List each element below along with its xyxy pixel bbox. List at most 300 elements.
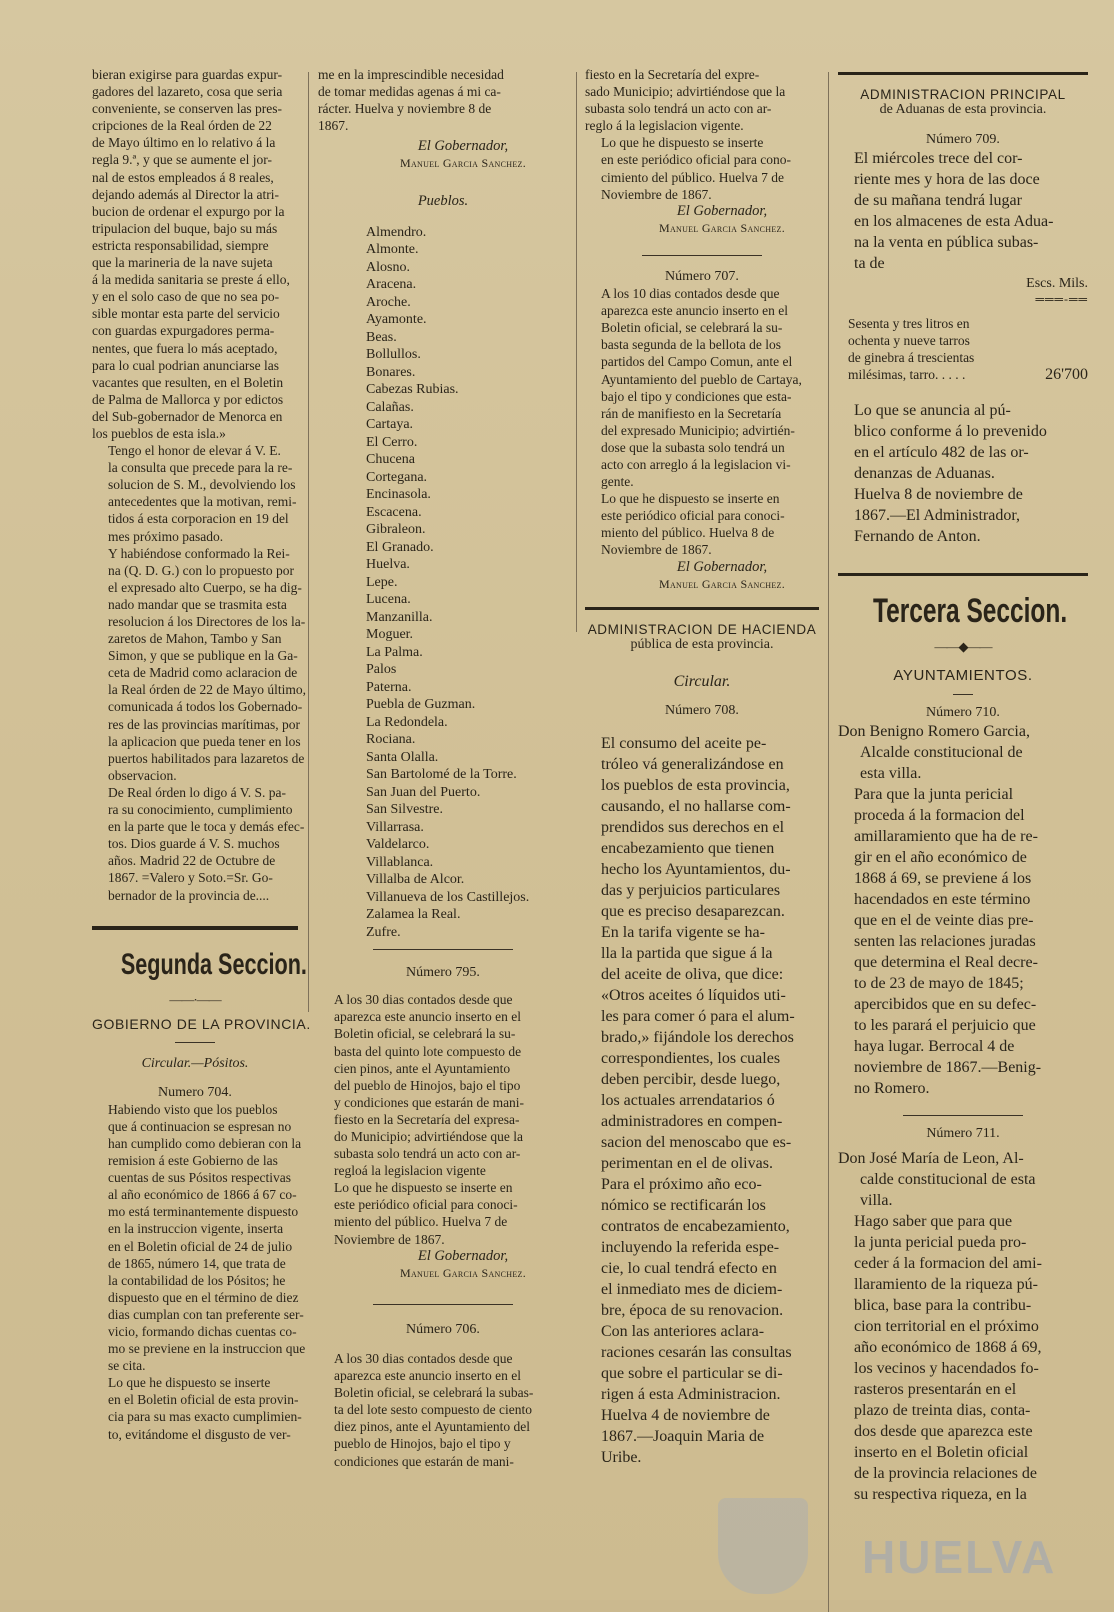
text-line: to les parará el perjuicio que — [854, 1017, 1036, 1035]
text-line: años. Madrid 22 de Octubre de — [108, 853, 276, 869]
text-line: bucion de ordenar el expurgo por la — [92, 203, 285, 219]
text-line: de Palma de Mallorca y por edictos — [92, 391, 284, 407]
text-line: pueblo de Hinojos, bajo el tipo y — [334, 1436, 511, 1452]
circular-title: Circular.—Pósitos. — [141, 1055, 249, 1071]
column-1 — [92, 66, 311, 1443]
text-line: 1867.—El Administrador, — [854, 507, 1021, 525]
text-line: han cumplido como debieran con la — [108, 1135, 302, 1151]
text-line: partidos del Campo Comun, ante el — [601, 354, 793, 370]
signature-name: Manuel Garcia Sanchez. — [399, 1265, 527, 1280]
column-divider — [308, 72, 309, 1012]
text-line: resolucion á los Directores de los la- — [108, 614, 306, 629]
text-line: res de las provincias marítimas, por — [108, 716, 300, 732]
text-line: mo está terminantemente dispuesto — [108, 1204, 299, 1220]
text-line: El miércoles trece del cor- — [854, 150, 1023, 167]
text-line: rácter. Huelva y noviembre 8 de — [318, 101, 492, 117]
text-line: Para el próximo año eco- — [601, 1175, 762, 1193]
text-line: Sesenta y tres litros en — [848, 316, 970, 331]
text-line: que á continuacion se espresan no — [108, 1118, 292, 1134]
text-line: Zalamea la Real. — [366, 907, 461, 923]
text-line: que determina el Real decre- — [854, 954, 1038, 972]
section-rule — [838, 72, 1088, 75]
ornament: ——·—— — [169, 991, 221, 1007]
text-line: inserto en el Boletin oficial — [854, 1444, 1029, 1462]
paragraph — [318, 1179, 568, 1247]
text-line: basta segunda de la bellota de los — [601, 337, 781, 353]
text-line: 1867. =Valero y Soto.=Sr. Go- — [108, 870, 273, 886]
text-line: Santa Olalla. — [366, 749, 439, 765]
text-line: brado,» fijándole los derechos — [601, 1028, 794, 1046]
section-heading: ADMINISTRACION DE HACIENDA — [587, 621, 817, 637]
text-line: en la instruccion vigente, inserta — [108, 1221, 284, 1237]
text-line: ceta de Madrid como aclaracion de — [108, 665, 298, 681]
paragraph — [92, 1101, 306, 1375]
notice-number: Número 711. — [926, 1126, 1000, 1142]
text-line: raciones cesarán las consultas — [601, 1343, 792, 1361]
text-line: año económico de 1868 á 69, — [854, 1339, 1042, 1357]
text-line: dispuesto que en el término de diez — [108, 1289, 299, 1305]
text-line: dos desde que aparezca este — [854, 1423, 1033, 1441]
text-line: bieran exigirse para guardas expur- — [92, 67, 283, 82]
text-line: se cita. — [108, 1358, 146, 1374]
text-line: cien pinos, ante el Ayuntamiento — [334, 1060, 511, 1076]
text-line: A los 30 dias contados desde que — [334, 992, 513, 1008]
text-line: en el Boletin oficial de esta provin- — [108, 1392, 299, 1408]
text-line: Villarrasa. — [366, 819, 424, 835]
text-line: Almendro. — [366, 224, 427, 240]
text-line: Noviembre de 1867. — [334, 1231, 445, 1247]
text-line: Encinasola. — [366, 487, 431, 503]
text-line: lla la partida que sigue á la — [601, 944, 773, 962]
text-line: Cortegana. — [366, 469, 428, 485]
text-line: este periódico oficial para conoci- — [334, 1197, 518, 1213]
units-header: Escs. Mils. — [1026, 276, 1088, 291]
text-line: Aroche. — [366, 294, 411, 310]
text-line: antecedentes que la motivan, remi- — [108, 494, 297, 510]
text-line: Cabezas Rubias. — [366, 382, 459, 398]
text-line: aparezca este anuncio inserto en el — [601, 303, 789, 319]
text-line: senten las relaciones juradas — [854, 933, 1036, 951]
paragraph — [585, 1405, 819, 1468]
text-line: apercibidos que en su defec- — [854, 996, 1037, 1014]
item-description-end: milésimas, tarro. . . . . — [848, 367, 966, 383]
pueblos-list — [318, 224, 568, 942]
text-line: vicio, formando dichas cuentas co- — [108, 1324, 297, 1339]
text-line: mes próximo pasado. — [108, 528, 224, 544]
paragraph — [92, 784, 305, 904]
text-line: Para que la junta pericial — [854, 786, 1014, 804]
text-line: Alosno. — [366, 259, 410, 275]
text-line: que en el de veinte dias pre- — [854, 912, 1034, 930]
paragraph — [318, 1350, 568, 1470]
text-line: «Otros aceites ó líquidos uti- — [601, 986, 786, 1004]
text-line: Bollullos. — [366, 347, 421, 363]
text-line: Noviembre de 1867. — [601, 542, 712, 558]
text-line: dias cumplan con tan preferente ser- — [108, 1306, 304, 1322]
text-line: regla 9.ª, y que se aumente el jor- — [92, 152, 273, 168]
text-line: que sobre el particular se di- — [601, 1364, 783, 1382]
watermark: HUELVA — [862, 1531, 1057, 1583]
text-line: aparezca este anuncio inserto en el — [334, 1009, 522, 1025]
text-line: del pueblo de Hinojos, bajo el tipo — [334, 1077, 521, 1093]
text-line: sacion del menoscabo que es- — [601, 1133, 792, 1151]
text-line: en la parte que le toca y demás efec- — [108, 819, 305, 835]
text-line: el inmediato mes de diciem- — [601, 1280, 783, 1298]
text-line: bre, época de su renovacion. — [601, 1301, 784, 1319]
text-line: reglo á la legislacion vigente. — [585, 118, 744, 134]
text-line: al año económico de 1866 á 67 co- — [108, 1187, 297, 1203]
text-line: proceda á la formacion del — [854, 807, 1025, 825]
circular-title: Circular. — [673, 672, 731, 690]
text-line: vacantes que resulten, en el Boletin — [92, 374, 284, 390]
text-line: de la provincia relaciones de — [854, 1465, 1038, 1483]
text-line: na (Q. D. G.) con lo propuesto por — [108, 562, 294, 578]
paragraph — [92, 1374, 302, 1442]
text-line: con guardas expurgadores perma- — [92, 323, 275, 339]
text-line: Villablanca. — [366, 854, 434, 870]
text-line: A los 30 dias contados desde que — [334, 1350, 513, 1366]
section-heading: AYUNTAMIENTOS. — [893, 667, 1033, 685]
text-line: basta del quinto lote compuesto de — [334, 1043, 522, 1059]
text-line: su respectiva riqueza, en la — [854, 1486, 1027, 1504]
text-line: nómico se rectificarán los — [601, 1196, 766, 1214]
signature-name: Manuel Garcia Sanchez. — [658, 576, 786, 591]
text-line: El consumo del aceite pe- — [601, 734, 767, 752]
text-line: de Mayo último en lo relativo á la — [92, 135, 276, 151]
text-line: nado mandar que se trasmita esta — [108, 596, 287, 612]
rule — [373, 1304, 513, 1305]
paragraph — [585, 733, 819, 922]
text-line: y en el solo caso de que no sea po- — [92, 289, 280, 305]
text-line: miento del público. Huelva 8 de — [601, 525, 775, 541]
text-line: Lo que he dispuesto se inserte — [601, 135, 764, 151]
text-line: de 1865, número 14, que trata de — [108, 1255, 286, 1271]
text-line: cuentas de sus Pósitos respectivas — [108, 1170, 291, 1186]
text-line: De Real órden lo digo á V. S. pa- — [108, 784, 286, 800]
text-line: este periódico oficial para conoci- — [601, 508, 785, 524]
rule — [373, 949, 513, 950]
text-line: para lo cual podrian anunciarse las — [92, 357, 280, 373]
text-line: la aplicacion que pueda tener en los — [108, 733, 301, 749]
ornament: ——◆—— — [934, 639, 992, 655]
text-line: del expresado Municipio; advirtién- — [601, 422, 795, 438]
text-line: rasteros presentarán en el — [854, 1381, 1017, 1399]
text-line: Villanueva de los Castillejos. — [366, 889, 530, 905]
text-line: administradores en compen- — [601, 1112, 783, 1130]
text-line: 1867. — [318, 118, 349, 134]
text-line: de tomar medidas agenas á mi ca- — [318, 84, 501, 100]
text-line: en el Boletin oficial de 24 de julio — [108, 1238, 293, 1254]
text-line: observacion. — [108, 767, 177, 783]
section-heading: ADMINISTRACION PRINCIPAL — [860, 87, 1066, 102]
text-line: comunicada á todos los Gobernado- — [108, 699, 303, 715]
text-line: tos. Dios guarde á V. S. muchos — [108, 836, 280, 852]
rule — [903, 1115, 1023, 1116]
text-line: condiciones que estarán de mani- — [334, 1453, 514, 1469]
text-line: y condiciones que estarán de mani- — [334, 1094, 525, 1110]
text-line: deben percibir, desde luego, — [601, 1070, 781, 1088]
text-line: Simon, y que se publique en la Ga- — [108, 648, 298, 664]
text-line: esta villa. — [860, 765, 922, 783]
text-line: dejando además al Director la atri- — [92, 186, 280, 202]
text-line: les para comer ó para el alum- — [601, 1007, 795, 1025]
text-line: do Municipio; advirtiéndose que la — [334, 1129, 523, 1144]
section-heading: GOBIERNO DE LA PROVINCIA. — [92, 1015, 311, 1032]
text-line: de su mañana tendrá lugar — [854, 192, 1022, 209]
text-line: fiesto en la Secretaría del expre- — [585, 67, 760, 82]
text-line: Noviembre de 1867. — [601, 186, 712, 202]
units-rule: ═══‑══ — [1035, 292, 1088, 306]
pueblos-title: Pueblos. — [417, 192, 469, 209]
text-line: tróleo vá generalizándose en — [601, 755, 784, 773]
text-line: Lucena. — [366, 592, 411, 608]
section-rule — [585, 607, 819, 610]
text-line: Uribe. — [601, 1448, 642, 1466]
text-line: Moguer. — [366, 627, 414, 643]
text-line: nentes, que fuera lo más aceptado, — [92, 340, 278, 356]
signature-name: Manuel Garcia Sanchez. — [658, 220, 786, 235]
text-line: aparezca este anuncio inserto en el — [334, 1368, 522, 1384]
text-line: acto con arreglo á la legislacion vi- — [601, 456, 791, 472]
signature-title: El Gobernador, — [676, 558, 768, 575]
item-value: 26'700 — [1045, 366, 1088, 384]
text-line: Ayuntamiento del pueblo de Cartaya, — [601, 371, 802, 387]
text-line: sado Municipio; advirtiéndose que la — [585, 84, 786, 100]
text-line: hacendados en este término — [854, 891, 1031, 909]
paragraph — [838, 784, 1088, 1099]
text-line: Boletin oficial, se celebrará la su- — [601, 320, 783, 336]
library-seal-image — [718, 1498, 808, 1594]
text-line: to, evitándome el disgusto de ver- — [108, 1426, 291, 1442]
paragraph — [838, 148, 1088, 274]
text-line: solucion de S. M., devolviendo los — [108, 477, 296, 493]
text-line: rigen á esta Administracion. — [601, 1385, 781, 1403]
text-line: á la medida sanitaria se preste á ello, — [92, 272, 290, 288]
text-line: prendidos sus derechos en el — [601, 818, 785, 836]
text-line: San Juan del Puerto. — [366, 784, 481, 800]
item-row — [848, 366, 1088, 384]
text-line: cripciones de la Real órden de 22 — [92, 118, 272, 134]
text-line: Y habiéndose conformado la Rei- — [108, 545, 290, 561]
text-line: La Redondela. — [366, 714, 448, 730]
text-line: que es preciso desaparezcan. — [601, 902, 785, 920]
text-line: La Palma. — [366, 644, 423, 660]
text-line: cia para su mas exacto cumplimien- — [108, 1409, 302, 1425]
text-line: San Silvestre. — [366, 802, 443, 818]
text-line: plazo de treinta dias, conta- — [854, 1402, 1031, 1420]
text-line: los actuales arrendatarios ó — [601, 1091, 775, 1109]
text-line: nal de estos empleados á 8 reales, — [92, 169, 274, 185]
text-line: noviembre de 1867.—Benig- — [854, 1059, 1042, 1077]
text-line: subasta solo tendrá un acto con ar- — [334, 1146, 521, 1162]
section-rule — [92, 926, 298, 930]
text-line: ceder á la formacion del ami- — [854, 1255, 1042, 1273]
text-line: causando, el no hallarse com- — [601, 797, 791, 815]
text-line: denanzas de Aduanas. — [854, 465, 995, 483]
text-line: me en la imprescindible necesidad — [318, 67, 504, 82]
text-line: Huelva 8 de noviembre de — [854, 486, 1023, 504]
text-line: Aracena. — [366, 277, 417, 293]
notice-number: Número 708. — [665, 702, 739, 718]
text-line: gente. — [601, 474, 634, 490]
text-line: los pueblos de esta isla.» — [92, 425, 226, 441]
text-line: rán de manifiesto en la Secretaría — [601, 405, 782, 421]
text-line: perimentan en el de olivas. — [601, 1154, 773, 1172]
column-3 — [585, 66, 819, 1468]
signature-title: El Gobernador, — [676, 202, 768, 219]
notice-heading — [838, 721, 1088, 784]
text-line: Escacena. — [366, 504, 422, 520]
text-line: del aceite de oliva, que dice: — [601, 965, 784, 983]
text-line: Gibraleon. — [366, 522, 426, 538]
rule — [175, 1042, 215, 1043]
text-line: ta de — [854, 255, 885, 272]
text-line: Lo que he dispuesto se inserte en — [601, 491, 780, 507]
item-description — [848, 315, 1088, 366]
text-line: subasta solo tendrá un acto con ar- — [585, 101, 772, 117]
text-line: Tengo el honor de elevar á V. E. — [108, 443, 281, 459]
rule — [642, 255, 762, 256]
text-line: mo se previene en la instruccion que — [108, 1341, 306, 1357]
rule — [953, 694, 973, 695]
text-line: dose que la subasta solo tendrá un — [601, 439, 785, 455]
text-line: la contabilidad de los Pósitos; he — [108, 1272, 286, 1288]
text-line: conveniente, se conserven las pres- — [92, 101, 283, 117]
text-line: Huelva. — [366, 557, 410, 573]
text-line: Bonares. — [366, 364, 416, 380]
paragraph — [585, 1321, 819, 1405]
text-line: la consulta que precede para la re- — [108, 460, 293, 476]
text-line: Alcalde constitucional de — [860, 744, 1023, 762]
notice-number: Numero 704. — [158, 1084, 232, 1100]
text-line: Don José María de Leon, Al- — [838, 1150, 1024, 1168]
text-line: Lepe. — [366, 574, 398, 590]
signature-title: El Gobernador, — [417, 1247, 509, 1264]
text-line: Cartaya. — [366, 417, 414, 433]
paragraph — [585, 490, 819, 558]
text-line: tidos á esta corporacion en 19 del — [108, 511, 289, 527]
text-line: Lo que he dispuesto se inserte — [108, 1375, 271, 1391]
section-title: Tercera Seccion. — [873, 592, 1068, 631]
text-line: los pueblos de esta provincia, — [601, 776, 790, 794]
text-line: contratos de encabezamiento, — [601, 1217, 790, 1235]
text-line: Rociana. — [366, 732, 416, 748]
column-2 — [318, 66, 568, 1470]
text-line: El Granado. — [366, 539, 434, 555]
text-line: Almonte. — [366, 242, 419, 258]
paragraph — [318, 991, 568, 1179]
text-line: das y perjuicios particulares — [601, 881, 781, 899]
text-line: en el artículo 482 de las or- — [854, 444, 1029, 462]
paragraph — [92, 442, 298, 545]
text-line: haya lugar. Berrocal 4 de — [854, 1038, 1015, 1056]
notice-number: Número 706. — [406, 1321, 480, 1337]
text-line: Lo que se anuncia al pú- — [854, 402, 1011, 420]
notice-number: Número 709. — [926, 132, 1000, 147]
text-line: Beas. — [366, 329, 397, 345]
text-line: Villalba de Alcor. — [366, 872, 465, 888]
section-subheading: de Aduanas de esta provincia. — [879, 102, 1047, 117]
paragraph — [585, 134, 819, 202]
text-line: del Sub-gobernador de Menorca en — [92, 408, 283, 424]
notice-number: Número 710. — [926, 705, 1000, 721]
text-line: A los 10 dias contados desde que — [601, 286, 780, 302]
section-subheading: pública de esta provincia. — [630, 636, 774, 652]
column-divider — [828, 72, 829, 1612]
text-line: Huelva 4 de noviembre de — [601, 1406, 770, 1424]
column-divider — [576, 72, 577, 632]
text-line: blico conforme á lo prevenido — [854, 423, 1047, 441]
text-line: ochenta y nueve tarros — [848, 333, 970, 349]
text-line: la Real órden de 22 de Mayo último, — [108, 682, 306, 698]
paragraph — [318, 66, 568, 134]
text-line: cie, lo cual tendrá efecto en — [601, 1259, 777, 1277]
text-line: cimiento del público. Huelva 7 de — [601, 169, 784, 185]
text-line: ra su conocimiento, cumplimiento — [108, 802, 293, 818]
text-line: hecho los Ayuntamientos, du- — [601, 860, 791, 878]
text-line: na la venta en pública subas- — [854, 234, 1039, 251]
text-line: Zufre. — [366, 924, 401, 940]
paragraph — [92, 545, 306, 784]
text-line: amillaramiento que ha de re- — [854, 828, 1038, 846]
text-line: en los almacenes de esta Adua- — [854, 213, 1054, 230]
text-line: Paterna. — [366, 679, 412, 695]
text-line: Don Benigno Romero Garcia, — [838, 723, 1030, 741]
section-title: Segunda Seccion. — [120, 947, 307, 981]
paragraph — [838, 484, 1088, 547]
text-line: ta del lote sesto compuesto de ciento — [334, 1402, 532, 1418]
text-line: la junta pericial pueda pro- — [854, 1234, 1027, 1252]
text-line: no Romero. — [854, 1080, 930, 1098]
text-line: regloá la legislacion vigente — [334, 1163, 486, 1179]
text-line: villa. — [860, 1192, 893, 1210]
text-line: estricta responsabilidad, siempre — [92, 237, 269, 253]
text-line: 1867.—Joaquin Maria de — [601, 1427, 765, 1445]
text-line: zaretos de Mahon, Tambo y San — [108, 631, 282, 647]
text-line: Fernando de Anton. — [854, 528, 981, 546]
notice-heading — [838, 1148, 1088, 1211]
text-line: Boletin oficial, se celebrará la subas- — [334, 1385, 534, 1401]
section-rule — [838, 573, 1088, 576]
text-line: Ayamonte. — [366, 312, 427, 328]
paragraph — [585, 1174, 819, 1321]
text-line: 1868 á 69, se previene á los — [854, 870, 1032, 888]
text-line: riente mes y hora de las doce — [854, 171, 1040, 188]
text-line: Boletin oficial, se celebrará la su- — [334, 1026, 516, 1042]
text-line: el expresado alto Cuerpo, se ha dig- — [108, 579, 302, 595]
text-line: Habiendo visto que los pueblos — [108, 1101, 278, 1117]
text-line: Valdelarco. — [366, 837, 430, 853]
paragraph — [585, 922, 819, 1174]
text-line: Con las anteriores aclara- — [601, 1322, 765, 1340]
text-line: llaramiento de la riqueza pú- — [854, 1276, 1038, 1294]
text-line: correspondientes, los cuales — [601, 1049, 781, 1067]
text-line: en este periódico oficial para cono- — [601, 152, 792, 168]
text-line: cion territorial en el próximo — [854, 1318, 1039, 1336]
text-line: sible montar esta parte del servicio — [92, 306, 280, 322]
text-line: to de 23 de mayo de 1845; — [854, 975, 1024, 993]
text-line: que la marineria de la nave sujeta — [92, 255, 273, 271]
text-line: bernador de la provincia de.... — [108, 887, 270, 903]
text-line: Puebla de Guzman. — [366, 697, 476, 713]
text-line: puertos habilitados para lazaretos de — [108, 750, 305, 766]
paragraph — [92, 66, 298, 442]
notice-number: Número 795. — [406, 965, 480, 981]
text-line: incluyendo la referida espe- — [601, 1238, 780, 1256]
text-line: diez pinos, ante el Ayuntamiento del — [334, 1419, 530, 1435]
text-line: San Bartolomé de la Torre. — [366, 767, 517, 783]
text-line: Palos — [366, 662, 397, 678]
